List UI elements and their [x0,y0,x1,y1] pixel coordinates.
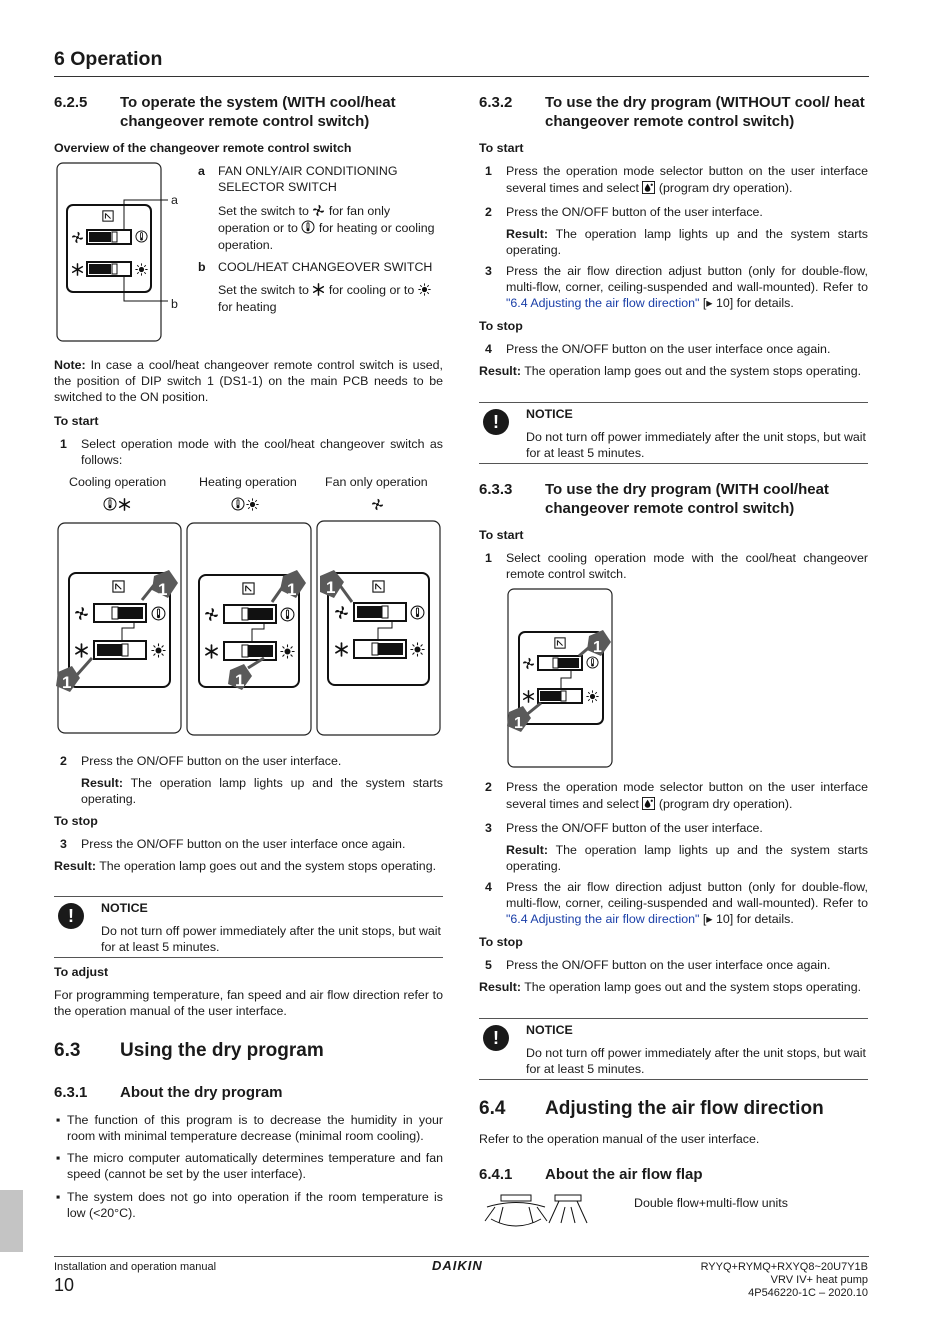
step-marker: 1 [235,671,245,690]
footer-product-info [701,1261,868,1300]
left-column: 6.2.5 To operate the system (WITH cool/heat changeover remote control switch) Overview of the changeover remote control switch a b a FAN ONLY/AIR CONDITIONING SELECTOR SWITCH Set the switch to for fan only operation or to for heating or cooling operation. b COOL/HEAT CHANGEOVER SWITCH Set the switch to for cooling or to for heating Note: In case a cool/heat changeover remote control switch is used, the position of DIP switch 1 (DS1-1) on the main PCB needs to be switched to the ON position. To start 1 Select operation mode with the cool/heat changeover switch as follows: Cooling operation Heating operation Fan only operation 1 1 1 1 1 2 Press the ON/OFF button on the user interface. Result: The operation lamp lights up and the system starts operating. To stop 3 Press the ON/OFF button on the user interface once again. Result: The operation lamp goes out and the system stops operating. ! NOTICE Do not turn off power immediately after the unit stops, but wait for at least 5 minutes. To adjust For programming temperature, fan speed and air flow direction refer to the operation manual of the user interface. 6.3 Using the dry program 6.3.1 About the dry program ▪ The function of this program is to decrease the humidity in your room with minimal temperature decrease (minimal room cooling). ▪ The micro computer automatically determines temperature and fan speed (cannot be set by the user interface). ▪ The system does not go into operation if the room temperature is low (<20°C). [54,94,443,1220]
adjust-paragraph: For programming temperature, fan speed and air flow direction refer to the operation manual of the user interface. [54,988,443,1018]
footer-product: VRV IV+ heat pump [770,1274,868,1286]
section-title: To operate the system (WITH cool/heat changeover remote control switch) [120,94,396,130]
legend-description: Set the switch to for fan only operation or to for heating or cooling operation. [218,204,435,252]
cross-reference-link[interactable]: "6.4 Adjusting the air flow direction" [506,296,700,310]
sun-icon [247,499,259,511]
overview-heading: Overview of the changeover remote control switch [54,141,352,155]
snowflake-icon [312,283,325,296]
notice-title: NOTICE [526,407,573,421]
page-side-tab [0,1190,23,1252]
mode-caption-fan-only: Fan only operation [325,475,428,489]
fan-icon [372,499,383,510]
right-column: 6.3.2 To use the dry program (WITHOUT cool/ heat changeover remote control switch) To start 1 Press the operation mode selector button on the user interface several times and select (program dry operation). 2 Press the ON/OFF button of the user interface. Result: The operation lamp lights up and the system starts operating. 3 Press the air flow direction adjust button (only for double-flow, multi-flow, corner, ceiling-suspended and wall-mounted). Refer to "6.4 Adjusting the air flow direction" [▸ 10] for details. To stop 4 Press the ON/OFF button on the user interface once again. Result: The operation lamp goes out and the system stops operating. ! NOTICE Do not turn off power immediately after the unit stops, but wait for at least 5 minutes. 6.3.3 To use the dry program (WITH cool/heat changeover remote control switch) To start 1 Select cooling operation mode with the cool/heat changeover remote control switch. 1 1 2 Press the operation mode selector button on the user interface several times and select (program dry operation). 3 Press the ON/OFF button of the user interface. Result: The operation lamp lights up and the system starts operating. 4 Press the air flow direction adjust button (only for double-flow, multi-flow, corner, ceiling-suspended and wall-mounted). Refer to "6.4 Adjusting the air flow direction" [▸ 10] for details. To stop 5 Press the ON/OFF button on the user interface once again. Result: The operation lamp goes out and the system stops operating. ! NOTICE Do not turn off power immediately after the unit stops, but wait for at least 5 minutes. 6.4 Adjusting the air flow direction Refer to the operation manual of the user interface. 6.4.1 About the air flow flap Double flow+multi-flow units [479,0,869,1250]
step-marker: 1 [62,673,72,692]
warning-icon: ! [483,1025,509,1051]
to-stop-heading: To stop [479,319,523,333]
heating-figure [187,523,311,735]
fan-icon [312,204,325,217]
step-marker: 1 [287,580,297,599]
legend-key: b [198,260,206,274]
to-start-heading: To start [479,528,524,542]
air-flow-flap-icon [481,1193,591,1227]
heating-mode-icons [231,496,261,512]
notice-body: Do not turn off power immediately after the unit stops, but wait for at least 5 minutes. [101,924,441,954]
warning-icon: ! [58,903,84,929]
footer-manual-title: Installation and operation manual [54,1261,217,1273]
daikin-logo: DAIKIN [432,1258,483,1273]
cooling-figure [56,523,181,733]
to-stop-heading: To stop [54,814,98,828]
footer-model: RYYQ+RYMQ+RXYQ8~20U7Y1B [700,1261,868,1273]
legend-title: COOL/HEAT CHANGEOVER SWITCH [218,260,433,274]
notice-box [479,1018,868,1080]
flap-caption: Double flow+multi-flow units [634,1196,788,1210]
step-marker: 1 [514,715,523,732]
stop-result: Result: The operation lamp goes out and the system stops operating. [479,980,862,994]
dry-mode-icon [642,181,655,194]
callout-b: b [171,297,178,311]
to-start-heading: To start [479,141,524,155]
notice-body: Do not turn off power immediately after the unit stops, but wait for at least 5 minutes. [526,1046,866,1076]
notice-body: Do not turn off power immediately after the unit stops, but wait for at least 5 minutes. [526,430,866,460]
legend-description: Set the switch to for cooling or to for heating [218,282,444,316]
fan-mode-icon [370,496,386,512]
mode-switch-figures [54,518,444,738]
thermometer-icon [301,220,315,234]
to-adjust-heading: To adjust [54,965,109,979]
step-2-result: Result: The operation lamp lights up and the system starts operating. [81,776,443,806]
dry-cooling-switch-figure [505,586,617,770]
to-stop-heading: To stop [479,935,523,949]
legend-title: FAN ONLY/AIR CONDITIONING SELECTOR SWITCH [218,164,398,194]
step-3-result: Result: The operation lamp lights up and the system starts operating. [506,843,868,873]
notice-title: NOTICE [101,901,148,915]
page-number: 10 [54,1275,75,1295]
cross-reference-link[interactable]: "6.4 Adjusting the air flow direction" [506,912,700,926]
legend-key: a [198,164,205,178]
section-6-4-paragraph: Refer to the operation manual of the user interface. [479,1132,760,1146]
cooling-mode-icons [103,496,133,512]
switch-panel [67,205,151,292]
notice-box [54,896,443,958]
selector-switch-a-slider [89,232,111,242]
step-2-result: Result: The operation lamp lights up and the system starts operating. [506,227,868,257]
chapter-title: 6 Operation [54,48,163,70]
footer-rule [54,1256,869,1257]
mode-caption-cooling: Cooling operation [69,475,167,489]
sun-icon [418,283,431,296]
step-marker: 1 [593,639,602,656]
to-start-heading: To start [54,414,99,428]
thermometer-icon [104,498,116,510]
mode-caption-heating: Heating operation [199,475,297,489]
section-number: 6.2.5 [54,94,88,111]
thermometer-icon [232,498,244,510]
warning-icon: ! [483,409,509,435]
changeover-switch-b-slider [89,264,111,274]
snowflake-icon [120,499,130,510]
step-marker: 1 [326,578,336,597]
sun-icon [136,264,148,276]
fan-only-figure [317,521,440,735]
notice-box [479,402,868,464]
notice-title: NOTICE [526,1023,573,1037]
note-paragraph: Note: In case a cool/heat changeover remote control switch is used, the position of DIP switch 1 (DS1-1) on the main PCB needs to be switched to the ON position. [54,358,443,404]
dry-mode-icon [642,797,655,810]
footer-doc-number: 4P546220-1C – 2020.10 [748,1287,868,1299]
step-marker: 1 [158,580,168,599]
stop-result: Result: The operation lamp goes out and the system stops operating. [54,859,437,873]
stop-result: Result: The operation lamp goes out and the system stops operating. [479,364,862,378]
changeover-switch-figure [54,160,189,345]
callout-a: a [171,193,178,207]
